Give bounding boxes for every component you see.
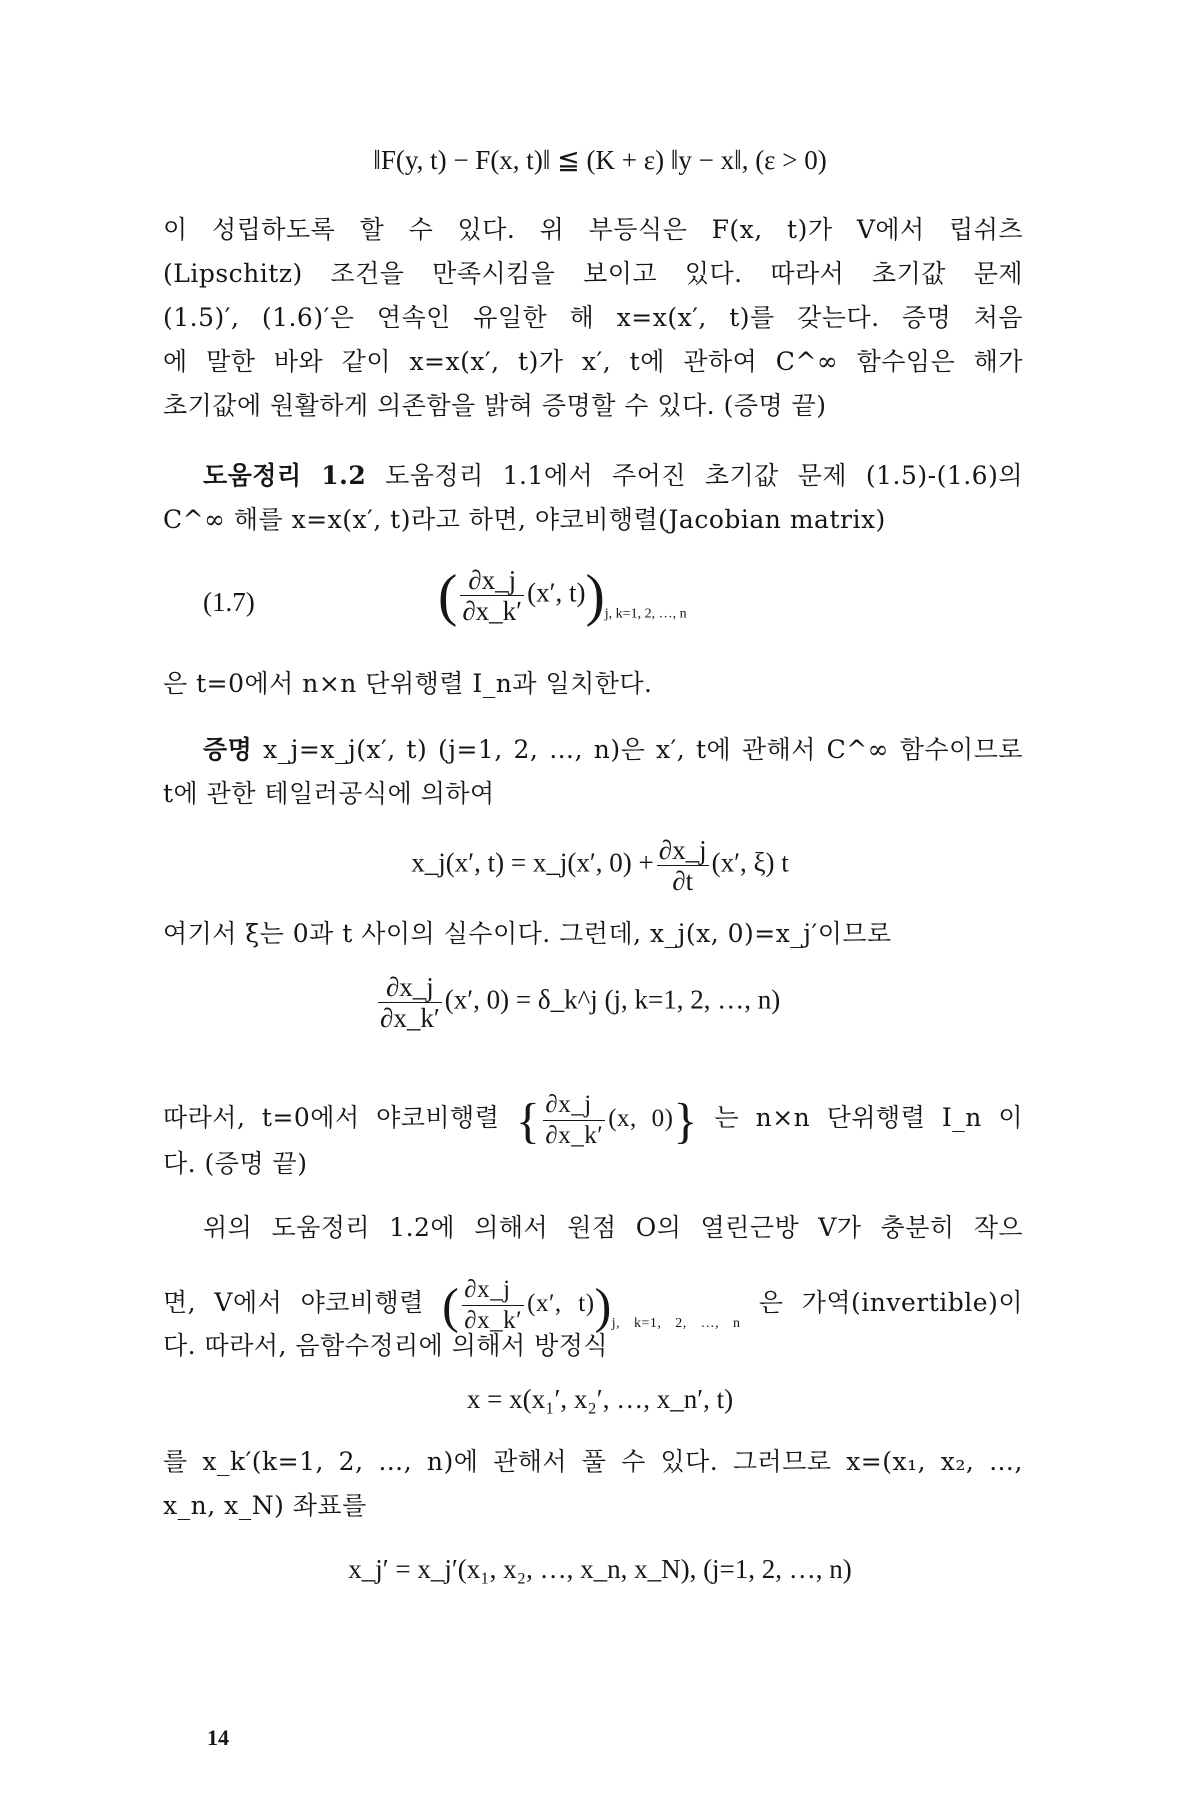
- proof-line: 여기서 ξ는 0과 t 사이의 실수이다. 그런데, x_j(x, 0)=x_j′이므로: [163, 919, 892, 948]
- paragraph-line: 이 성립하도록 할 수 있다. 위 부등식은 F(x, t)가 V에서 립쉬츠: [163, 215, 1023, 244]
- fraction: $\frac{\partial x\_j}{\partial x\_k'}$: [380, 972, 440, 1033]
- paragraph-line: 다. 따라서, 음함수정리에 의해서 방정식: [163, 1331, 609, 1360]
- lemma-text: 도움정리 1.1에서 주어진 초기값 문제 (1.5)-(1.6)의: [385, 461, 1023, 490]
- lemma-heading: 도움정리 1.2: [203, 461, 367, 490]
- jacobian-inline: ( $\frac{\partial x\_j}{\partial x\_k'}$ (x′, $t))_{j, k=1, 2, \dots, n}$: [442, 1276, 741, 1334]
- paren-close: ): [585, 562, 605, 628]
- lipschitz-inequality: ‖F(y, t) − F(x, t)‖ ≦ (K + ε) ‖y − x‖, (ε > 0): [373, 145, 827, 175]
- lemma-line: 은 t=0에서 n×n 단위행렬 I_n과 일치한다.: [163, 669, 653, 698]
- proof-line: 따라서, t=0에서 야코비행렬 { $\frac{\partial x\_j}{\partial x\_k'}$ (x, 0)} 는 n×n 단위행렬 I_n 이: [163, 1091, 1023, 1149]
- paragraph-line: 에 말한 바와 같이 x=x(x′, t)가 x′, t에 관하여 C^∞ 함수임은 해가: [163, 347, 1023, 376]
- taylor-equation: x_j(x′, t) = x_j(x′, 0) + $\frac{\partial x\_j}{\partial t}$ (x′, ξ) t: [411, 835, 789, 896]
- paragraph-line: (Lipschitz) 조건을 만족시킴을 보이고 있다. 따라서 초기값 문제: [163, 259, 1023, 288]
- proof-line: t에 관한 테일러공식에 의하여: [163, 779, 495, 808]
- delta-equation: $\frac{\partial x\_j}{\partial x\_k'}$ (x′, 0) = δ_k^j (j, k=1, 2, …, n): [380, 972, 781, 1033]
- paren-open: (: [438, 562, 458, 628]
- proof-line: 다. (증명 끝): [163, 1149, 308, 1178]
- paragraph-line: x_n, x_N) 좌표를: [163, 1491, 367, 1520]
- fraction: $\frac{\partial x\_j}{\partial x\_k'}$: [462, 565, 523, 626]
- index-range: j, k=1, 2, …, n: [604, 606, 687, 622]
- paragraph-line: 위의 도움정리 1.2에 의해서 원점 O의 열린근방 V가 충분히 작으: [203, 1213, 1023, 1242]
- lemma-line: [203, 460, 1023, 492]
- implicit-equation: x = x(x₁′, x₂′, …, x_n′, t): [466, 1384, 734, 1414]
- proof-line: 증명 x_j=x_j(x′, t) (j=1, 2, …, n)은 x′, t에 관해서 C^∞ 함수이므로: [203, 735, 1023, 764]
- paragraph-line: 를 x_k′(k=1, 2, …, n)에 관해서 풀 수 있다. 그러므로 x=(x₁, x₂, …,: [163, 1447, 1023, 1476]
- jacobian-inline: { $\frac{\partial x\_j}{\partial x\_k'}$ (x, 0)}: [515, 1091, 698, 1149]
- paragraph-line: 초기값에 원활하게 의존함을 밝혀 증명할 수 있다. (증명 끝): [163, 391, 827, 420]
- jacobian-equation: ( $\frac{\partial x\_j}{\partial x\_k'}$ (x′, $t))_{j, k=1, 2, \dots, n}$: [438, 562, 687, 628]
- fraction: $\frac{\partial x\_j}{\partial t}$: [658, 835, 707, 896]
- page-number: 14: [207, 1725, 229, 1750]
- paragraph-line: 면, V에서 야코비행렬 ( $\frac{\partial x\_j}{\partial x\_k'}$ (x′, $t))_{j, k=1, 2, \dots, n}$ 은 가역(invertible)이: [163, 1276, 1023, 1334]
- equation-label: (1.7): [203, 587, 255, 617]
- lemma-line: C^∞ 해를 x=x(x′, t)라고 하면, 야코비행렬(Jacobian matrix): [163, 505, 886, 534]
- paragraph-line: (1.5)′, (1.6)′은 연속인 유일한 해 x=x(x′, t)를 갖는다. 증명 처음: [163, 303, 1023, 332]
- proof-heading: 증명: [203, 735, 253, 764]
- coordinate-equation: x_j′ = x_j′(x₁, x₂, …, x_n, x_N), (j=1, 2, …, n): [348, 1554, 852, 1584]
